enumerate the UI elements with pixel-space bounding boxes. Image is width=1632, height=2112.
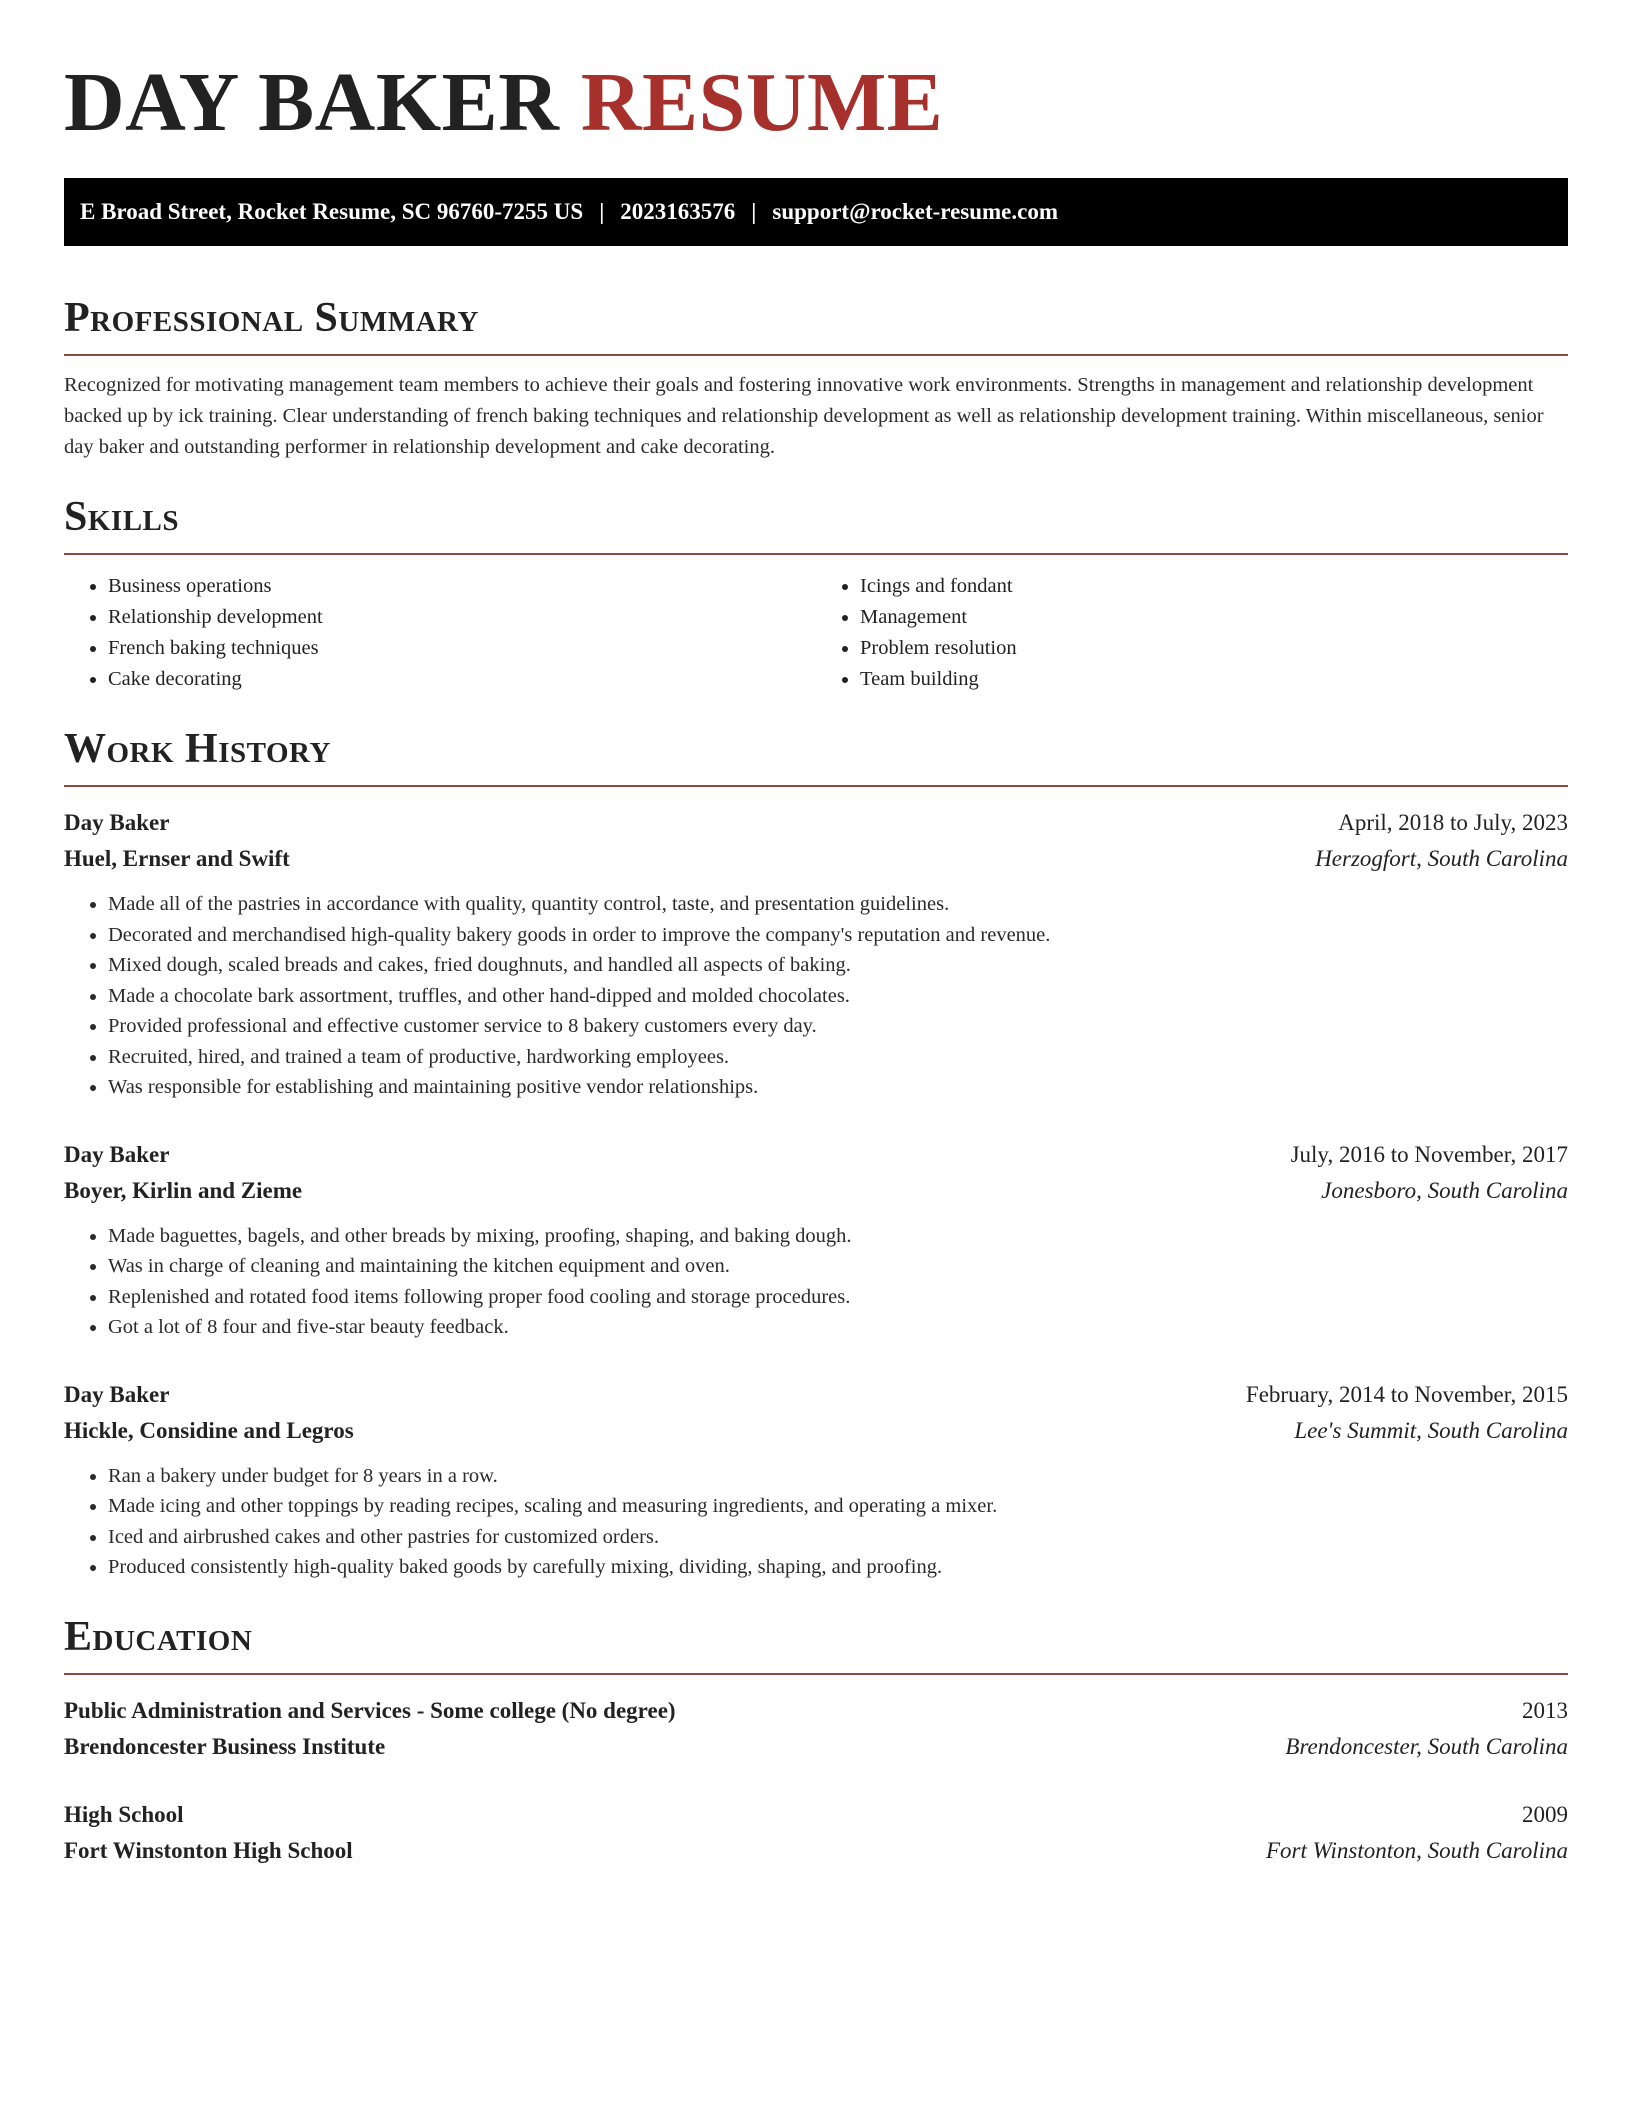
education-location: Brendoncester, South Carolina (1285, 1733, 1568, 1759)
skill-item: • Team building (860, 664, 1568, 695)
education-year: 2013 (1522, 1697, 1568, 1723)
job-duty: • Iced and airbrushed cakes and other pastries for customized orders. (108, 1522, 1568, 1553)
job-duties (64, 1221, 1568, 1343)
job-company: Boyer, Kirlin and Zieme (64, 1177, 303, 1203)
summary-heading: Professional Summary (64, 295, 479, 341)
contact-bar (64, 178, 1568, 246)
resume-title-accent: RESUME (580, 56, 944, 149)
section-divider (64, 785, 1568, 787)
job-entry (64, 805, 1568, 1103)
job-duty: • Replenished and rotated food items following proper food cooling and storage procedures. (108, 1282, 1568, 1313)
education-school: Fort Winstonton High School (64, 1837, 353, 1863)
section-divider (64, 354, 1568, 356)
job-duty: • Provided professional and effective customer service to 8 bakery customers every day. (108, 1011, 1568, 1042)
job-title: Day Baker (64, 1381, 170, 1407)
job-duty: • Decorated and merchandised high-quality bakery goods in order to improve the company's reputation and revenue. (108, 920, 1568, 951)
section-divider (64, 1673, 1568, 1675)
job-entry (64, 1377, 1568, 1583)
skill-item: • French baking techniques (108, 633, 816, 664)
skills-list (64, 571, 1568, 695)
job-dates: April, 2018 to July, 2023 (1338, 810, 1568, 835)
job-duty: • Ran a bakery under budget for 8 years in a row. (108, 1461, 1568, 1492)
job-duty: • Made baguettes, bagels, and other breads by mixing, proofing, shaping, and baking dough. (108, 1221, 1568, 1252)
job-duty: • Made icing and other toppings by reading recipes, scaling and measuring ingredients, and operating a mixer. (108, 1491, 1568, 1522)
education-entry (64, 1797, 1568, 1869)
contact-separator: | (599, 199, 605, 224)
resume-name: DAY BAKER (64, 56, 560, 149)
job-duties (64, 889, 1568, 1103)
education-degree: High School (64, 1801, 184, 1827)
skill-item: • Icings and fondant (860, 571, 1568, 602)
job-duty: • Made all of the pastries in accordance with quality, quantity control, taste, and presentation guidelines. (108, 889, 1568, 920)
job-duties (64, 1461, 1568, 1583)
job-title: Day Baker (64, 1141, 170, 1167)
skill-item: • Relationship development (108, 602, 816, 633)
job-duty: • Made a chocolate bark assortment, truffles, and other hand-dipped and molded chocolates. (108, 981, 1568, 1012)
skill-item: • Business operations (108, 571, 816, 602)
education-heading: Education (64, 1613, 253, 1660)
education-year: 2009 (1522, 1801, 1568, 1827)
job-location: Lee's Summit, South Carolina (1294, 1417, 1568, 1443)
work-history-heading: Work History (64, 726, 331, 772)
education-degree: Public Administration and Services - Some college (No degree) (64, 1697, 676, 1723)
job-title: Day Baker (64, 810, 170, 835)
contact-address: E Broad Street, Rocket Resume, SC 96760-7255 US (80, 199, 584, 224)
job-entry (64, 1137, 1568, 1343)
job-duty: • Mixed dough, scaled breads and cakes, fried doughnuts, and handled all aspects of baking. (108, 950, 1568, 981)
section-divider (64, 553, 1568, 555)
education-entry (64, 1693, 1568, 1765)
skill-item: • Problem resolution (860, 633, 1568, 664)
job-location: Jonesboro, South Carolina (1321, 1177, 1568, 1203)
job-location: Herzogfort, South Carolina (1315, 846, 1568, 871)
job-company: Hickle, Considine and Legros (64, 1417, 354, 1443)
skill-item: • Management (860, 602, 1568, 633)
skills-column-left (64, 571, 816, 695)
job-company: Huel, Ernser and Swift (64, 846, 290, 871)
job-dates: February, 2014 to November, 2015 (1245, 1381, 1568, 1407)
job-duty: • Was responsible for establishing and maintaining positive vendor relationships. (108, 1072, 1568, 1103)
job-duty: • Produced consistently high-quality baked goods by carefully mixing, dividing, shaping, and proofing. (108, 1552, 1568, 1583)
skills-heading: Skills (64, 494, 180, 540)
job-dates: July, 2016 to November, 2017 (1290, 1141, 1568, 1167)
education-school: Brendoncester Business Institute (64, 1733, 386, 1759)
skill-item: • Cake decorating (108, 664, 816, 695)
education-location: Fort Winstonton, South Carolina (1265, 1837, 1568, 1863)
contact-phone: 2023163576 (620, 199, 736, 224)
contact-email: support@rocket-resume.com (772, 199, 1059, 224)
contact-separator: | (751, 199, 757, 224)
resume-title (64, 48, 1568, 158)
job-duty: • Was in charge of cleaning and maintaining the kitchen equipment and oven. (108, 1251, 1568, 1282)
job-duty: • Got a lot of 8 four and five-star beauty feedback. (108, 1312, 1568, 1343)
skills-column-right (816, 571, 1568, 695)
job-duty: • Recruited, hired, and trained a team of productive, hardworking employees. (108, 1042, 1568, 1073)
summary-text: Recognized for motivating management team members to achieve their goals and fostering innovative work environments. Strengths in management and relationship development backed up by ick training. Clear understanding of french baking techniques and relationship development as well as relationship development training. Within miscellaneous, senior day baker and outstanding performer in relationship development and cake decorating. (64, 374, 1544, 458)
